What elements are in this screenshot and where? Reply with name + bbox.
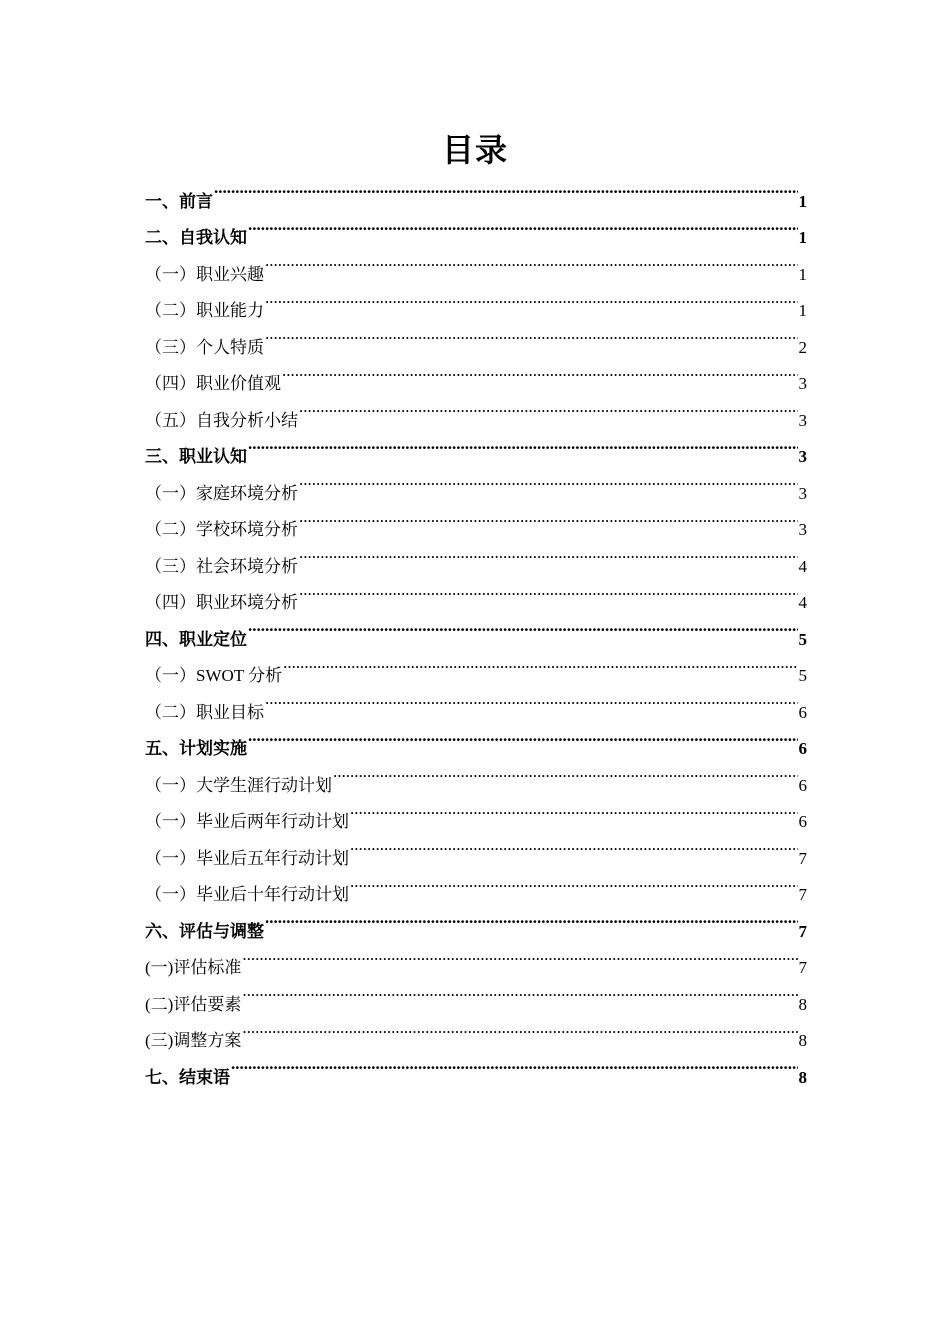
toc-dot-leader xyxy=(248,207,798,244)
toc-dot-leader xyxy=(242,1010,797,1047)
toc-entry-page-number: 5 xyxy=(798,666,807,685)
toc-entry-page-number: 1 xyxy=(798,191,807,211)
toc-entry-label: 一、前言 xyxy=(145,191,213,211)
toc-entry-page-number: 3 xyxy=(798,520,807,539)
toc-dot-leader xyxy=(299,572,798,609)
toc-entry-label: （一）毕业后十年行动计划 xyxy=(145,885,349,904)
toc-entry-label: 五、计划实施 xyxy=(145,739,247,758)
toc-entry[interactable] xyxy=(145,973,807,1014)
toc-dot-leader xyxy=(265,316,798,353)
toc-entry-page-number: 1 xyxy=(798,228,807,247)
toc-entry-label: 三、职业认知 xyxy=(145,447,247,466)
toc-dot-leader xyxy=(248,608,798,645)
toc-entry-page-number: 4 xyxy=(798,593,807,612)
toc-dot-leader xyxy=(299,535,798,572)
toc-entry-page-number: 4 xyxy=(798,556,807,576)
toc-dot-leader xyxy=(265,900,798,937)
toc-dot-leader xyxy=(299,462,798,499)
toc-entry-page-number: 8 xyxy=(798,1067,807,1087)
toc-dot-leader xyxy=(231,1046,798,1083)
toc-dot-leader xyxy=(350,864,798,901)
toc-entry-label: (二)评估要素 xyxy=(145,994,242,1014)
toc-dot-leader xyxy=(350,791,798,828)
toc-entry-label: （一）SWOT 分析 xyxy=(145,666,283,685)
toc-entry-page-number: 1 xyxy=(798,264,807,284)
toc-entry-label: 二、自我认知 xyxy=(145,228,247,247)
toc-entry-page-number: 2 xyxy=(798,337,807,357)
toc-dot-leader xyxy=(214,170,798,207)
toc-entry-label: （三）个人特质 xyxy=(145,337,264,357)
toc-dot-leader xyxy=(265,243,798,280)
toc-dot-leader xyxy=(265,681,798,718)
toc-entry-label: （五）自我分析小结 xyxy=(145,410,298,430)
toc-entry-page-number: 8 xyxy=(798,1031,807,1050)
toc-entry-page-number: 6 xyxy=(798,702,807,722)
toc-entry-page-number: 8 xyxy=(798,994,807,1014)
toc-entry-label: 七、结束语 xyxy=(145,1067,230,1087)
toc-entry-page-number: 7 xyxy=(798,848,807,868)
toc-entry-label: （一）大学生涯行动计划 xyxy=(145,775,332,795)
toc-dot-leader xyxy=(248,426,798,463)
toc-entry-page-number: 7 xyxy=(798,921,807,941)
toc-entry-label: 四、职业定位 xyxy=(145,629,247,649)
toc-dot-leader xyxy=(265,280,798,317)
toc-entry-label: （二）职业能力 xyxy=(145,301,264,320)
toc-entry-label: (三)调整方案 xyxy=(145,1031,242,1050)
toc-title: 目录 xyxy=(441,132,508,168)
toc-dot-leader xyxy=(248,718,798,755)
toc-entry-page-number: 3 xyxy=(798,483,807,503)
toc-entry-page-number: 6 xyxy=(798,812,807,831)
toc-entry-label: (一)评估标准 xyxy=(145,958,242,977)
toc-entry-page-number: 7 xyxy=(798,958,807,977)
toc-dot-leader xyxy=(282,353,798,390)
toc-entry-page-number: 5 xyxy=(798,629,807,649)
toc-dot-leader xyxy=(333,754,798,791)
toc-entry-label: （一）职业兴趣 xyxy=(145,264,264,284)
toc-entry-page-number: 6 xyxy=(798,775,807,795)
toc-entry-page-number: 7 xyxy=(798,885,807,904)
toc-entry-page-number: 3 xyxy=(798,374,807,393)
toc-entry-label: （二）学校环境分析 xyxy=(145,520,298,539)
toc-entry-label: （四）职业价值观 xyxy=(145,374,281,393)
toc-entry-label: （一）家庭环境分析 xyxy=(145,483,298,503)
toc-entry-label: （四）职业环境分析 xyxy=(145,593,298,612)
toc-entry[interactable] xyxy=(145,1010,807,1050)
toc-entry-page-number: 3 xyxy=(798,447,807,466)
toc-entry-label: 六、评估与调整 xyxy=(145,921,264,941)
toc-dot-leader xyxy=(283,645,797,682)
toc-entry[interactable] xyxy=(145,937,807,977)
toc-list xyxy=(145,170,807,1087)
toc-entry-label: （一）毕业后五年行动计划 xyxy=(145,848,349,868)
toc-entry-label: （一）毕业后两年行动计划 xyxy=(145,812,349,831)
toc-entry-label: （二）职业目标 xyxy=(145,702,264,722)
toc-dot-leader xyxy=(350,827,798,864)
toc-entry[interactable] xyxy=(145,1046,807,1087)
toc-dot-leader xyxy=(242,937,797,974)
toc-entry-page-number: 3 xyxy=(798,410,807,430)
toc-dot-leader xyxy=(242,973,797,1010)
toc-entry-page-number: 6 xyxy=(798,739,807,758)
toc-dot-leader xyxy=(299,499,798,536)
toc-dot-leader xyxy=(299,389,798,426)
toc-entry[interactable] xyxy=(145,207,807,247)
toc-entry-label: （三）社会环境分析 xyxy=(145,556,298,576)
toc-entry-page-number: 1 xyxy=(798,301,807,320)
toc-entry[interactable] xyxy=(145,170,807,211)
